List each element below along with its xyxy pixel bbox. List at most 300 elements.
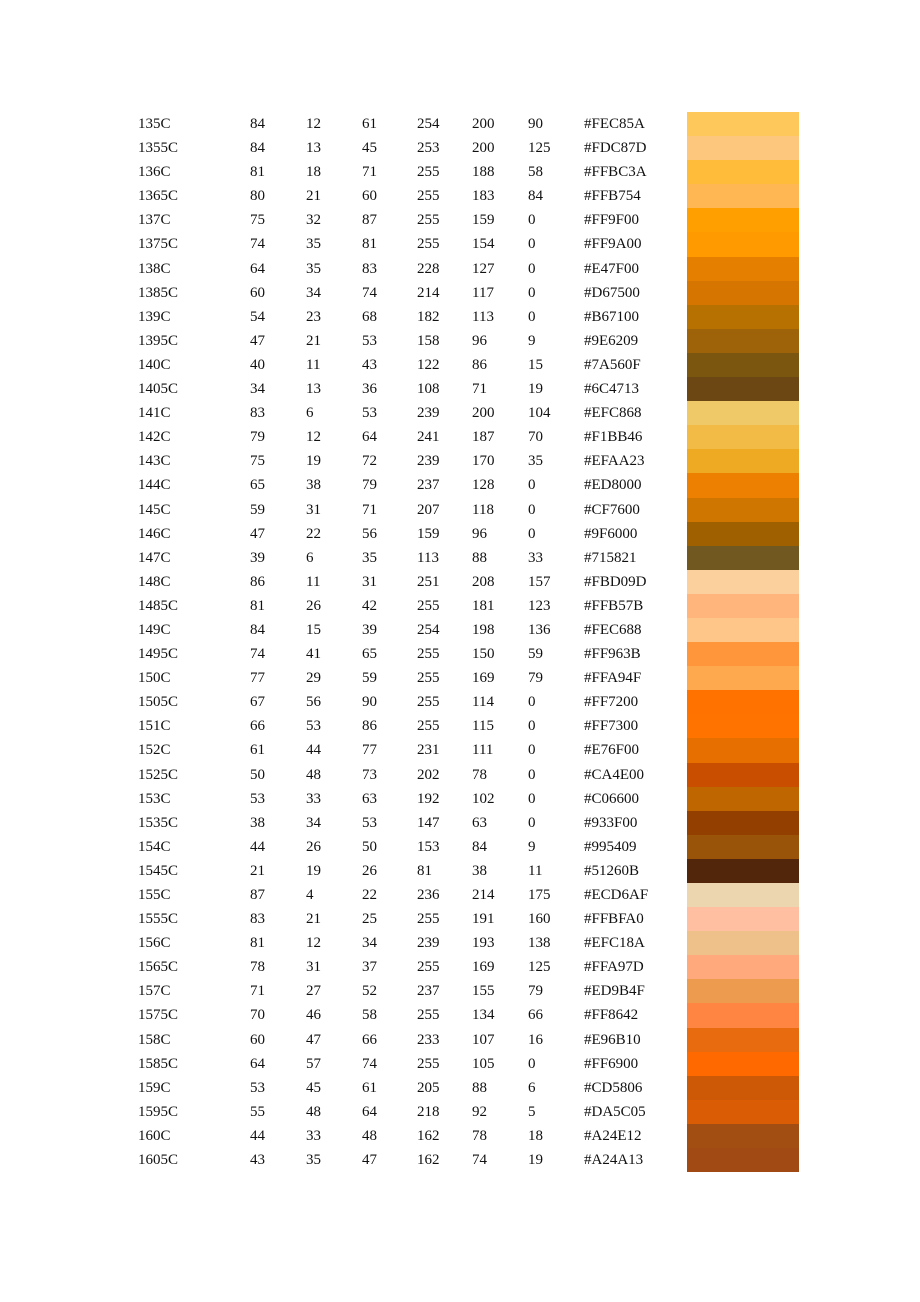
rgb-red: 159 (417, 525, 440, 542)
value-3: 37 (362, 959, 377, 976)
color-code: 1495C (138, 646, 179, 663)
value-2: 38 (306, 477, 321, 494)
color-swatch (687, 329, 799, 353)
color-code: 160C (138, 1127, 171, 1144)
table-row (138, 1100, 800, 1124)
value-2: 53 (306, 718, 321, 735)
value-1: 53 (250, 1079, 265, 1096)
color-code: 144C (138, 477, 171, 494)
rgb-blue: 0 (528, 766, 536, 783)
value-1: 64 (250, 1055, 265, 1072)
value-1: 83 (250, 405, 265, 422)
value-2: 11 (306, 573, 321, 590)
value-2: 15 (306, 621, 321, 638)
rgb-green: 181 (472, 597, 495, 614)
rgb-red: 182 (417, 308, 440, 325)
color-code: 135C (138, 116, 171, 132)
rgb-blue: 136 (528, 621, 551, 638)
value-1: 80 (250, 188, 265, 205)
color-swatch (687, 690, 799, 714)
hex-code: #FF8642 (584, 1007, 639, 1024)
rgb-green: 96 (472, 332, 487, 349)
value-1: 81 (250, 164, 265, 181)
hex-code: #995409 (584, 838, 637, 855)
color-code: 154C (138, 838, 171, 855)
value-3: 71 (362, 501, 377, 518)
table-row (138, 449, 800, 473)
rgb-green: 183 (472, 188, 495, 205)
table-row (138, 522, 800, 546)
rgb-blue: 0 (528, 212, 536, 229)
color-code: 150C (138, 670, 171, 687)
rgb-red: 254 (417, 116, 440, 132)
value-3: 45 (362, 140, 377, 157)
value-3: 35 (362, 549, 377, 566)
rgb-red: 231 (417, 742, 440, 759)
color-swatch (687, 473, 799, 497)
hex-code: #6C4713 (584, 381, 640, 398)
color-code: 1375C (138, 236, 179, 253)
value-1: 74 (250, 236, 265, 253)
rgb-blue: 59 (528, 646, 543, 663)
rgb-red: 239 (417, 935, 440, 952)
rgb-green: 88 (472, 549, 487, 566)
hex-code: #ED9B4F (584, 983, 645, 1000)
table-row (138, 907, 800, 931)
color-swatch (687, 1124, 799, 1148)
value-2: 6 (306, 405, 314, 422)
color-swatch (687, 425, 799, 449)
hex-code: #DA5C05 (584, 1103, 646, 1120)
rgb-blue: 0 (528, 284, 536, 301)
color-swatch (687, 835, 799, 859)
color-swatch (687, 1100, 799, 1124)
hex-code: #FFA97D (584, 959, 644, 976)
table-row (138, 594, 800, 618)
rgb-blue: 0 (528, 525, 536, 542)
hex-code: #FF7200 (584, 694, 639, 711)
rgb-blue: 19 (528, 1152, 543, 1169)
hex-code: #B67100 (584, 308, 640, 325)
value-1: 61 (250, 742, 265, 759)
value-2: 33 (306, 790, 321, 807)
rgb-green: 150 (472, 646, 495, 663)
rgb-green: 78 (472, 1127, 487, 1144)
value-1: 78 (250, 959, 265, 976)
rgb-green: 154 (472, 236, 495, 253)
rgb-blue: 0 (528, 742, 536, 759)
rgb-red: 255 (417, 188, 440, 205)
value-2: 23 (306, 308, 321, 325)
value-1: 66 (250, 718, 265, 735)
rgb-green: 111 (472, 742, 494, 759)
hex-code: #C06600 (584, 790, 640, 807)
value-2: 27 (306, 983, 321, 1000)
rgb-green: 170 (472, 453, 495, 470)
rgb-red: 255 (417, 164, 440, 181)
color-swatch (687, 257, 799, 281)
color-code: 157C (138, 983, 171, 1000)
rgb-blue: 160 (528, 911, 551, 928)
color-code: 1545C (138, 862, 179, 879)
table-row (138, 931, 800, 955)
hex-code: #9F6000 (584, 525, 638, 542)
table-row (138, 305, 800, 329)
value-3: 83 (362, 260, 377, 277)
rgb-blue: 0 (528, 718, 536, 735)
rgb-blue: 157 (528, 573, 551, 590)
rgb-red: 162 (417, 1127, 440, 1144)
rgb-green: 169 (472, 670, 495, 687)
value-2: 13 (306, 381, 321, 398)
color-swatch (687, 931, 799, 955)
rgb-green: 193 (472, 935, 495, 952)
hex-code: #FF7300 (584, 718, 639, 735)
hex-code: #FEC85A (584, 116, 645, 132)
value-2: 41 (306, 646, 321, 663)
value-3: 71 (362, 164, 377, 181)
rgb-blue: 175 (528, 887, 551, 903)
value-2: 31 (306, 959, 321, 976)
value-2: 12 (306, 429, 321, 446)
rgb-green: 127 (472, 260, 495, 277)
rgb-blue: 58 (528, 164, 543, 181)
rgb-red: 255 (417, 1007, 440, 1024)
rgb-blue: 123 (528, 597, 551, 614)
value-3: 53 (362, 332, 377, 349)
color-swatch (687, 594, 799, 618)
color-code: 1365C (138, 188, 179, 205)
table-row (138, 690, 800, 714)
value-1: 87 (250, 887, 265, 903)
color-code: 1485C (138, 597, 179, 614)
value-3: 87 (362, 212, 377, 229)
table-row (138, 112, 800, 136)
table-row (138, 184, 800, 208)
hex-code: #A24A13 (584, 1152, 644, 1169)
rgb-green: 92 (472, 1103, 487, 1120)
color-swatch (687, 763, 799, 787)
value-1: 74 (250, 646, 265, 663)
value-1: 43 (250, 1152, 265, 1169)
hex-code: #E47F00 (584, 260, 640, 277)
color-swatch (687, 811, 799, 835)
color-code: 158C (138, 1031, 171, 1048)
value-2: 34 (306, 814, 321, 831)
color-code: 145C (138, 501, 171, 518)
rgb-red: 255 (417, 1055, 440, 1072)
color-code: 1605C (138, 1152, 179, 1169)
value-2: 31 (306, 501, 321, 518)
table-row (138, 425, 800, 449)
value-3: 61 (362, 116, 377, 132)
value-1: 86 (250, 573, 265, 590)
rgb-red: 108 (417, 381, 440, 398)
value-2: 13 (306, 140, 321, 157)
rgb-red: 202 (417, 766, 440, 783)
color-code: 139C (138, 308, 171, 325)
value-3: 43 (362, 356, 377, 373)
table-row (138, 257, 800, 281)
value-1: 44 (250, 838, 265, 855)
value-2: 19 (306, 453, 321, 470)
rgb-green: 71 (472, 381, 487, 398)
hex-code: #F1BB46 (584, 429, 643, 446)
rgb-red: 153 (417, 838, 440, 855)
color-code: 146C (138, 525, 171, 542)
value-2: 12 (306, 116, 321, 132)
rgb-blue: 19 (528, 381, 543, 398)
rgb-blue: 84 (528, 188, 543, 205)
value-3: 34 (362, 935, 377, 952)
hex-code: #E76F00 (584, 742, 640, 759)
hex-code: #FF6900 (584, 1055, 639, 1072)
rgb-green: 200 (472, 140, 495, 157)
rgb-green: 134 (472, 1007, 495, 1024)
hex-code: #EFAA23 (584, 453, 645, 470)
rgb-green: 38 (472, 862, 487, 879)
color-code: 1565C (138, 959, 179, 976)
value-1: 77 (250, 670, 265, 687)
value-1: 81 (250, 935, 265, 952)
value-1: 65 (250, 477, 265, 494)
color-swatch (687, 160, 799, 184)
value-2: 21 (306, 188, 321, 205)
value-2: 26 (306, 597, 321, 614)
value-2: 56 (306, 694, 321, 711)
color-code: 1405C (138, 381, 179, 398)
value-3: 48 (362, 1127, 377, 1144)
table-row (138, 1148, 800, 1172)
color-swatch (687, 232, 799, 256)
value-3: 56 (362, 525, 377, 542)
value-2: 45 (306, 1079, 321, 1096)
rgb-green: 155 (472, 983, 495, 1000)
color-code: 1575C (138, 1007, 179, 1024)
value-3: 64 (362, 1103, 377, 1120)
table-row (138, 232, 800, 256)
rgb-red: 255 (417, 597, 440, 614)
value-2: 48 (306, 766, 321, 783)
rgb-green: 191 (472, 911, 495, 928)
rgb-green: 114 (472, 694, 494, 711)
color-code: 1355C (138, 140, 179, 157)
table-row (138, 160, 800, 184)
table-row (138, 811, 800, 835)
rgb-blue: 70 (528, 429, 543, 446)
hex-code: #D67500 (584, 284, 640, 301)
table-row (138, 859, 800, 883)
hex-code: #FF963B (584, 646, 641, 663)
value-3: 90 (362, 694, 377, 711)
value-3: 31 (362, 573, 377, 590)
value-1: 60 (250, 284, 265, 301)
hex-code: #E96B10 (584, 1031, 641, 1048)
rgb-blue: 125 (528, 959, 551, 976)
hex-code: #CF7600 (584, 501, 640, 518)
hex-code: #FF9F00 (584, 212, 640, 229)
value-3: 58 (362, 1007, 377, 1024)
rgb-blue: 11 (528, 862, 543, 879)
value-1: 75 (250, 453, 265, 470)
table-row (138, 1124, 800, 1148)
rgb-red: 254 (417, 621, 440, 638)
value-1: 67 (250, 694, 265, 711)
rgb-blue: 18 (528, 1127, 543, 1144)
rgb-blue: 15 (528, 356, 543, 373)
table-row (138, 787, 800, 811)
color-swatch (687, 1028, 799, 1052)
hex-code: #EFC868 (584, 405, 642, 422)
value-1: 44 (250, 1127, 265, 1144)
rgb-blue: 0 (528, 790, 536, 807)
value-2: 12 (306, 935, 321, 952)
value-1: 55 (250, 1103, 265, 1120)
table-row (138, 763, 800, 787)
rgb-green: 105 (472, 1055, 495, 1072)
table-row (138, 377, 800, 401)
table-row (138, 618, 800, 642)
color-swatch (687, 738, 799, 762)
color-code: 138C (138, 260, 171, 277)
rgb-blue: 0 (528, 1055, 536, 1072)
color-swatch (687, 449, 799, 473)
color-swatch (687, 955, 799, 979)
rgb-red: 255 (417, 694, 440, 711)
rgb-red: 237 (417, 477, 440, 494)
value-3: 25 (362, 911, 377, 928)
value-1: 54 (250, 308, 265, 325)
color-swatch (687, 1076, 799, 1100)
color-code: 159C (138, 1079, 171, 1096)
color-swatch (687, 570, 799, 594)
rgb-red: 147 (417, 814, 440, 831)
table-row (138, 546, 800, 570)
value-3: 79 (362, 477, 377, 494)
hex-code: #CD5806 (584, 1079, 643, 1096)
table-row (138, 1052, 800, 1076)
value-3: 77 (362, 742, 377, 759)
value-1: 81 (250, 597, 265, 614)
table-row (138, 498, 800, 522)
rgb-red: 251 (417, 573, 440, 590)
rgb-green: 198 (472, 621, 495, 638)
color-swatch (687, 546, 799, 570)
table-row (138, 353, 800, 377)
color-code: 152C (138, 742, 171, 759)
hex-code: #CA4E00 (584, 766, 644, 783)
color-swatch (687, 618, 799, 642)
rgb-green: 188 (472, 164, 495, 181)
rgb-green: 102 (472, 790, 495, 807)
hex-code: #ECD6AF (584, 887, 649, 903)
value-2: 44 (306, 742, 321, 759)
color-swatch (687, 1003, 799, 1027)
hex-code: #51260B (584, 862, 640, 879)
color-swatch (687, 377, 799, 401)
value-2: 6 (306, 549, 314, 566)
color-swatch (687, 353, 799, 377)
rgb-green: 113 (472, 308, 494, 325)
hex-code: #FFBC3A (584, 164, 647, 181)
value-3: 66 (362, 1031, 377, 1048)
rgb-red: 218 (417, 1103, 440, 1120)
value-3: 86 (362, 718, 377, 735)
value-3: 72 (362, 453, 377, 470)
rgb-green: 214 (472, 887, 495, 903)
color-swatch (687, 498, 799, 522)
value-2: 18 (306, 164, 321, 181)
rgb-red: 236 (417, 887, 440, 903)
value-3: 73 (362, 766, 377, 783)
rgb-blue: 0 (528, 236, 536, 253)
rgb-red: 205 (417, 1079, 440, 1096)
rgb-green: 169 (472, 959, 495, 976)
color-code: 149C (138, 621, 171, 638)
value-2: 21 (306, 332, 321, 349)
color-code: 143C (138, 453, 171, 470)
rgb-blue: 79 (528, 670, 543, 687)
hex-code: #FFB754 (584, 188, 641, 205)
value-3: 52 (362, 983, 377, 1000)
value-1: 60 (250, 1031, 265, 1048)
color-code: 1395C (138, 332, 179, 349)
rgb-blue: 9 (528, 332, 536, 349)
color-code: 1585C (138, 1055, 179, 1072)
color-code: 151C (138, 718, 171, 735)
value-3: 59 (362, 670, 377, 687)
rgb-blue: 0 (528, 260, 536, 277)
table-row (138, 1028, 800, 1052)
rgb-blue: 90 (528, 116, 543, 132)
rgb-blue: 9 (528, 838, 536, 855)
table-row (138, 979, 800, 1003)
hex-code: #FFA94F (584, 670, 642, 687)
rgb-blue: 0 (528, 814, 536, 831)
rgb-blue: 5 (528, 1103, 536, 1120)
value-2: 19 (306, 862, 321, 879)
color-code: 142C (138, 429, 171, 446)
rgb-red: 122 (417, 356, 440, 373)
color-swatch (687, 979, 799, 1003)
value-1: 21 (250, 862, 265, 879)
color-code: 1385C (138, 284, 179, 301)
table-row (138, 714, 800, 738)
color-swatch (687, 305, 799, 329)
value-2: 29 (306, 670, 321, 687)
rgb-green: 208 (472, 573, 495, 590)
value-1: 84 (250, 140, 265, 157)
value-3: 81 (362, 236, 377, 253)
rgb-red: 255 (417, 911, 440, 928)
value-3: 64 (362, 429, 377, 446)
rgb-blue: 0 (528, 477, 536, 494)
value-3: 74 (362, 284, 377, 301)
value-1: 34 (250, 381, 265, 398)
hex-code: #FDC87D (584, 140, 647, 157)
value-2: 4 (306, 887, 314, 903)
color-code: 1555C (138, 911, 179, 928)
color-code: 136C (138, 164, 171, 181)
rgb-blue: 66 (528, 1007, 543, 1024)
color-code: 1505C (138, 694, 179, 711)
value-2: 21 (306, 911, 321, 928)
value-1: 84 (250, 621, 265, 638)
rgb-blue: 138 (528, 935, 551, 952)
table-row (138, 136, 800, 160)
value-2: 47 (306, 1031, 321, 1048)
table-row (138, 835, 800, 859)
